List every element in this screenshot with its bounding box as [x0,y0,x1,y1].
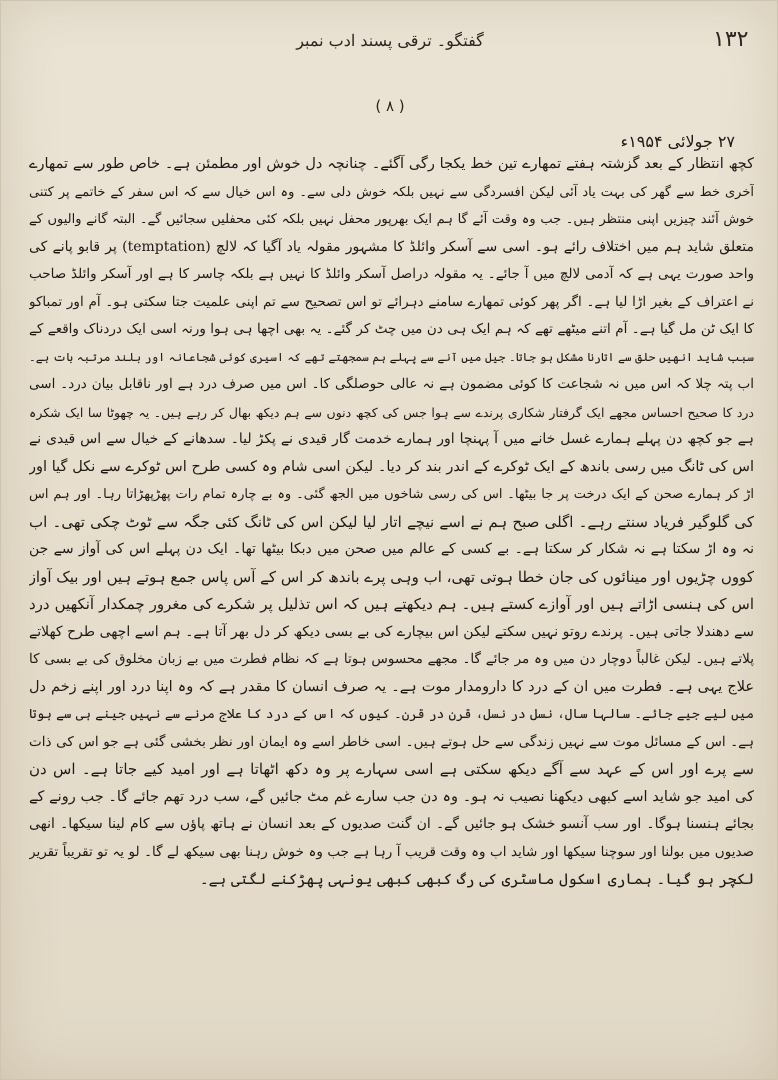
body-line: میں لیے جیے جائے۔ سالہا سال، نسل در نسل، قرن در قرن۔ کیوں کہ اس کے درد کا علاج مرنے سے نہیں جینے ہی سے ہوتا [29,707,754,722]
body-line: کا ایک ٹن مل گیا ہے۔ آم اتنے میٹھے تھے کہ ہم ایک ہی دن میں چٹ کر گئے۔ یہ بھی اچھا ہی ہوا ورنہ اسی ایک دردناک واقعے کے [29,321,754,337]
running-header: گفتگو۔ ترقی پسند ادب نمبر [296,31,484,50]
body-line: لکچر ہو گیا۔ ہماری اسکول ماسٹری کی رگ کبھی کبھی یونہی پھڑکنے لگتی ہے۔ [199,870,754,888]
body-line: متعلق شاید ہم میں اختلاف رائے ہو۔ اسی سے آسکر وائلڈ کا مشہور مقولہ یاد آگیا کہ لالچ (temptation) پر قابو پانے کی [29,238,754,255]
body-line: اڑ کر ہمارے صحن کے ایک درخت پر جا بیٹھا۔ اس کی رسی شاخوں میں الجھ گئی۔ وہ بے چارہ تمام رات پھڑپھڑاتا رہا۔ اور ہم اس [29,487,754,502]
letter-number: ( ۸ ) [375,97,405,115]
body-line: اب پتہ چلا کہ اس میں نہ شجاعت کا کوئی مضمون ہے نہ عالی حوصلگی کا۔ اس میں صرف درد ہے اور ناقابل بیان درد۔ اسی [29,376,754,392]
body-line: آخری خط سے گھر کی بہت یاد آئی لیکن افسردگی سے نہیں بلکہ خوش دلی سے۔ وہ اس خیال سے کہ اس سفر کے خاتمے پر کتنی [29,184,754,200]
body-line: پلاتے ہیں۔ لیکن غالباً دوچار دن میں وہ مر جائے گا۔ مجھے محسوس ہوتا ہے کہ نظام فطرت میں بے زبان مخلوق کی بے بسی کا [29,651,754,667]
letter-date: ۲۷ جولائی ۱۹۵۴ء [620,132,735,151]
body-line: اس کی ہنسی اڑاتے ہیں اور آوازے کستے ہیں۔ ہم دیکھتے ہیں کہ اس تذلیل پر شکرے کی مغرور چمکدار آنکھیں درد [29,595,754,613]
letter-body [29,151,754,894]
body-line: ہے جو کچھ دن پہلے ہمارے غسل خانے میں آ پہنچا اور ہمارے خدمت گار قیدی نے پکڑ لیا۔ سدھانے کے خیال سے اس قیدی نے [29,431,754,447]
page-number: ۱۳۲ [713,27,749,52]
body-line: علاج یہی ہے۔ فطرت میں ان کے درد کا دارومدار موت ہے۔ یہ صرف انسان کا مقدر ہے کہ وہ اپنا درد اور اپنے زخم دل [29,678,754,695]
body-line: کی گلوگیر فریاد سنتے رہے۔ اگلی صبح ہم نے اسے نیچے اتار لیا لیکن اس کی ٹانگ کئی جگہ سے ٹوٹ چکی تھی۔ اب [29,512,754,531]
body-line: کچھ انتظار کے بعد گزشتہ ہفتے تمھارے تین خط یکجا رگی آگئے۔ چنانچہ دل خوش اور مطمئن ہے۔ خاص طور سے تمھارے [29,156,754,172]
body-line: خوش آئند چیزیں اپنی منتظر ہیں۔ جب وہ وقت آئے گا ہم ایک بھرپور محفل نہیں بلکہ کئی محفلیں سجائیں گے۔ البتہ گانے والیوں کے [29,212,754,227]
body-line: نے اعتراف کے بغیر اڑا لیا ہے۔ اگر پھر کوئی تمھارے سامنے دہرائے تو اس تصحیح سے تم اپنی علمیت جتا سکتی ہو۔ آم اور تمباکو [29,293,754,310]
body-line: بجائے ہنسنا ہوگا۔ اور سب آنسو خشک ہو جائیں گے۔ ان گنت صدیوں کے بعد انسان نے ہاتھ پاؤں سے کام لینا سیکھا۔ انھی [29,816,754,832]
body-line: سے پرے اور اس کے عہد سے آگے دیکھ سکتی ہے اسی سہارے پر وہ دکھ اٹھاتا ہے اور امید کیے جاتا ہے۔ اس دن [29,760,754,778]
body-line: نہ وہ اڑ سکتا ہے نہ شکار کر سکتا ہے۔ بے کسی کے عالم میں صحن میں دبکا بیٹھا تھا۔ ایک دن پہلے اس کی آواز سے جن [29,541,754,557]
body-line: درد کا صحیح احساس مجھے ایک گرفتار شکاری پرندے سے ہوا جس کی کچھ دنوں سے ہم دیکھ بھال کر رہے ہیں۔ یہ چھوٹا سا ایک شکرہ [29,404,754,420]
body-line: ہے۔ اس کے مسائل موت سے نہیں زندگی سے حل ہوتے ہیں۔ اسی خاطر اسے وہ ایمان اور نظر بخشی گئی ہے جو اس کی ذات [29,733,754,750]
body-line: کووں چڑیوں اور مینائوں کی جان خطا ہوتی تھی، اب وہی پرے باندھ کر اس کے آس پاس جمع ہوتے ہیں اور بیک آواز [29,567,754,586]
body-line: سے دھندلا جاتی ہیں۔ پرندے روتو نہیں سکتے لیکن اس بیچارے کی بے بسی دیکھ کر دل بھر آتا ہے۔ ہم اسے اچھی طرح کھلاتے [29,623,754,640]
body-line: اس کی ٹانگ میں رسی باندھ کے ایک ٹوکرے کے اندر بند کر دیا۔ لیکن اسی شام وہ کسی طرح اس ٹوکرے سے نکل گیا اور [29,458,754,475]
body-line: صدیوں میں بولنا اور سوچنا سیکھا اور شاید اب وہ وقت قریب آ رہا ہے جب وہ خوش رہنا بھی سیکھ لے گا۔ لو یہ تو تقریباً تقریر [29,843,754,860]
body-line: کی امید جو شاید اسے کبھی دیکھنا نصیب نہ ہو۔ وہ دن جب سارے غم مٹ جائیں گے، سب درد تھم جائے گا۔ جب رونے کے [29,788,754,805]
body-line: سبب شاید انھیں حلق سے اتارنا مشکل ہو جاتا۔ جیل میں آنے سے پہلے ہم سمجھتے تھے کہ اسیری کوئی شجاعانہ اور بلند مرتبہ بات ہے۔ [29,349,754,364]
body-line: واحد صورت یہی ہے کہ آدمی لالچ میں آ جائے۔ یہ مقولہ دراصل آسکر وائلڈ کا نہیں ہے بلکہ چاسر کا ہے اور آسکر وائلڈ صاحب [29,266,754,282]
